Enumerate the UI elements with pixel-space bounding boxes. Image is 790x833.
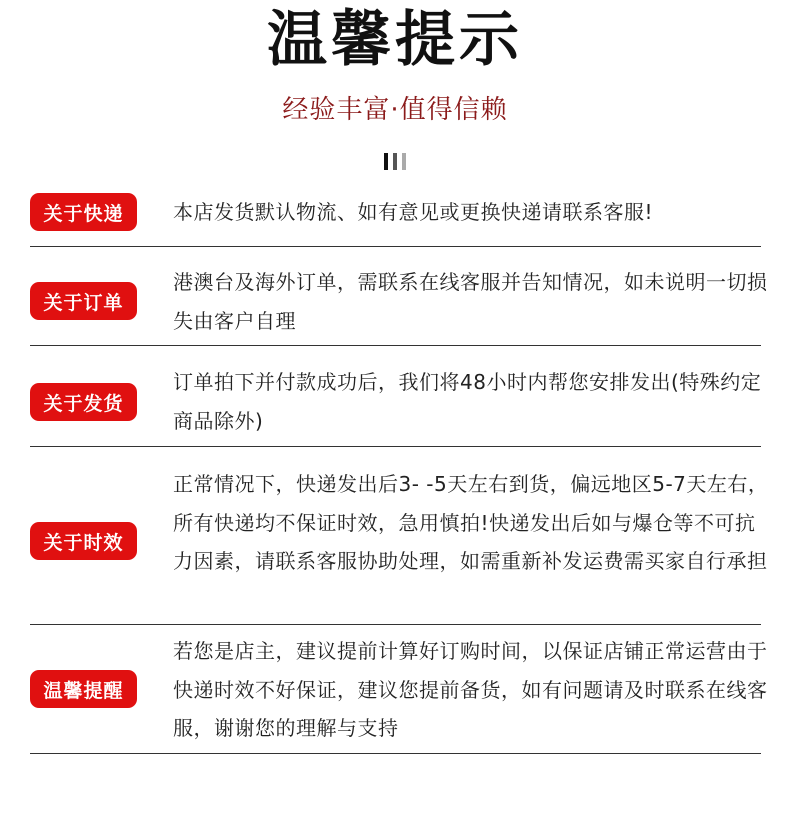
section-text-reminder: 若您是店主，建议提前计算好订购时间，以保证店铺正常运营由于快递时效不好保证，建议您提前备货，如有问题请及时联系在线客服，谢谢您的理解与支持: [173, 639, 768, 740]
section-text-delivery: 本店发货默认物流、如有意见或更换快递请联系客服!: [173, 200, 654, 224]
section-text-timeliness: 正常情况下，快递发出后3- -5天左右到货，偏远地区5-7天左右，所有快递均不保证时效，急用慎拍!快递发出后如与爆仓等不可抗力因素，请联系客服协助处理，如需重新补发运费需买家自行承担: [173, 472, 769, 573]
section-text-order: 港澳台及海外订单，需联系在线客服并告知情况，如未说明一切损失由客户自理: [173, 270, 768, 333]
badge-timeliness: 关于时效: [30, 522, 137, 560]
bar-mark: [402, 153, 406, 170]
section-divider: [30, 753, 761, 754]
bar-mark: [393, 153, 397, 170]
badge-delivery: 关于快递: [30, 193, 137, 231]
section-text-shipping: 订单拍下并付款成功后，我们将48小时内帮您安排发出(特殊约定商品除外): [173, 370, 762, 433]
badge-shipping: 关于发货: [30, 383, 137, 421]
decorative-bars-icon: [384, 153, 410, 171]
section-divider: [30, 345, 761, 346]
section-divider: [30, 624, 761, 625]
badge-order: 关于订单: [30, 282, 137, 320]
page-title: 温馨提示: [267, 5, 523, 75]
bar-mark: [384, 153, 388, 170]
section-divider: [30, 246, 761, 247]
badge-reminder: 温馨提醒: [30, 670, 137, 708]
section-divider: [30, 446, 761, 447]
page-subtitle: 经验丰富·值得信赖: [282, 95, 508, 125]
